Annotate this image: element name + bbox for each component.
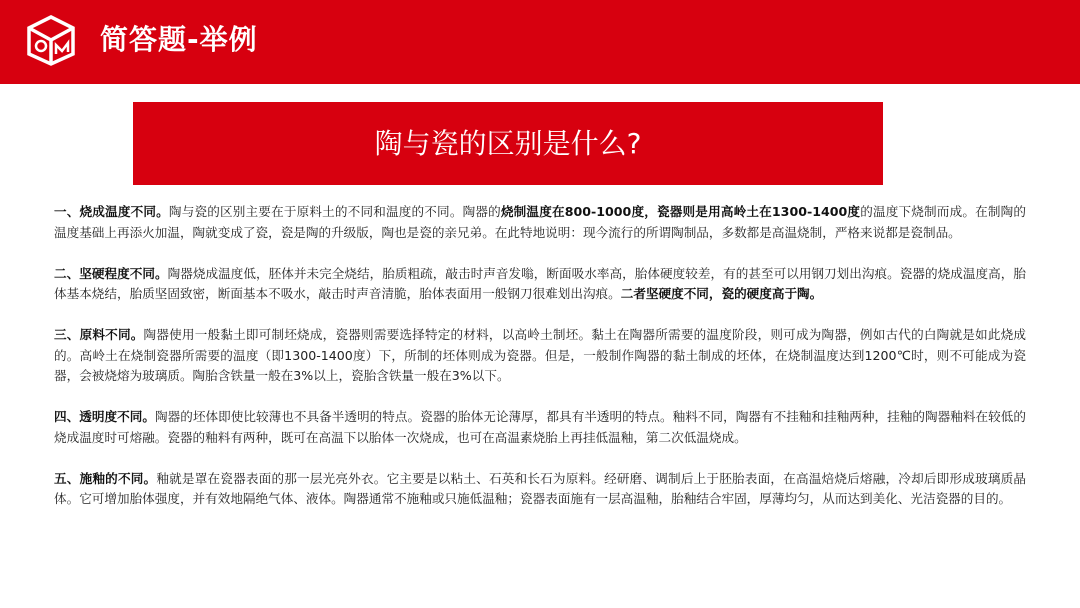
paragraph-heading: 四、透明度不同。 bbox=[54, 409, 155, 424]
paragraph-text: 陶器烧成温度低，胚体并未完全烧结，胎质粗疏，敲击时声音发嗡，断面吸水率高，胎体硬度较差，有的甚至可以用钢刀划出沟痕。瓷器的烧成温度高，胎体基本烧结，胎质坚固致密，断面基本不吸水，敲击时声音清脆，胎体表面用一般钢刀很难划出沟痕。 bbox=[54, 265, 1027, 301]
page-title: 简答题-举例 bbox=[100, 23, 258, 56]
question-text: 陶与瓷的区别是什么? bbox=[374, 127, 642, 160]
paragraph-emphasis: 二者坚硬度不同，瓷的硬度高于陶。 bbox=[620, 286, 823, 301]
paragraph-text: 陶器的坯体即使比较薄也不具备半透明的特点。瓷器的胎体无论薄厚，都具有半透明的特点。釉料不同，陶器有不挂釉和挂釉两种，挂釉的陶器釉料在较低的烧成温度时可熔融。瓷器的釉料有两种，既可在高温下以胎体一次烧成，也可在高温素烧胎上再挂低温釉，第二次低温烧成。 bbox=[54, 409, 1027, 445]
answer-paragraph bbox=[54, 407, 1026, 448]
answer-paragraph bbox=[54, 325, 1026, 387]
header-bar bbox=[0, 0, 1080, 84]
paragraph-text: 陶与瓷的区别主要在于原料土的不同和温度的不同。陶器的 bbox=[168, 204, 501, 219]
paragraph-heading: 五、施釉的不同。 bbox=[54, 470, 157, 486]
question-banner bbox=[133, 102, 883, 185]
paragraph-text: 釉就是罩在瓷器表面的那一层光亮外衣。它主要是以粘土、石英和长石为原料。经研磨、调制后上于胚胎表面，在高温焙烧后熔融，冷却后即形成玻璃质晶体。它可增加胎体强度，并有效地隔绝气体、液体。陶器通常不施釉或只施低温釉；瓷器表面施有一层高温釉，胎釉结合牢固，厚薄均匀，从而达到美化、光洁瓷器的目的。 bbox=[54, 470, 1027, 506]
paragraph-text: 陶器使用一般黏土即可制坯烧成，瓷器则需要选择特定的材料，以高岭土制坯。黏土在陶器所需要的温度阶段，则可成为陶器，例如古代的白陶就是如此烧成的。高岭土在烧制瓷器所需要的温度（即1300-1400度）下，所制的坯体则成为瓷器。但是，一般制作陶器的黏土制成的坯体，在烧制温度达到1200℃时，则不可能成为瓷器，会被烧熔为玻璃质。陶胎含铁量一般在3%以上，瓷胎含铁量一般在3%以下。 bbox=[54, 327, 1027, 383]
paragraph-text: 的温度下烧制而成。在制陶的温度基础上再添火加温，陶就变成了瓷，瓷是陶的升级版，陶也是瓷的亲兄弟。在此特地说明：现今流行的所谓陶制品，多数都是高温烧制，严格来说都是瓷制品。 bbox=[54, 204, 1027, 240]
cube-logo-icon bbox=[26, 14, 76, 66]
paragraph-emphasis: 烧制温度在800-1000度，瓷器则是用高岭土在1300-1400度 bbox=[500, 204, 861, 219]
paragraph-heading: 二、坚硬程度不同。 bbox=[54, 265, 168, 281]
answer-paragraph bbox=[54, 202, 1026, 243]
answer-content bbox=[54, 202, 1026, 530]
paragraph-heading: 一、烧成温度不同。 bbox=[54, 204, 169, 219]
paragraph-heading: 三、原料不同。 bbox=[54, 327, 144, 342]
answer-paragraph bbox=[54, 469, 1026, 510]
answer-paragraph bbox=[54, 264, 1026, 305]
